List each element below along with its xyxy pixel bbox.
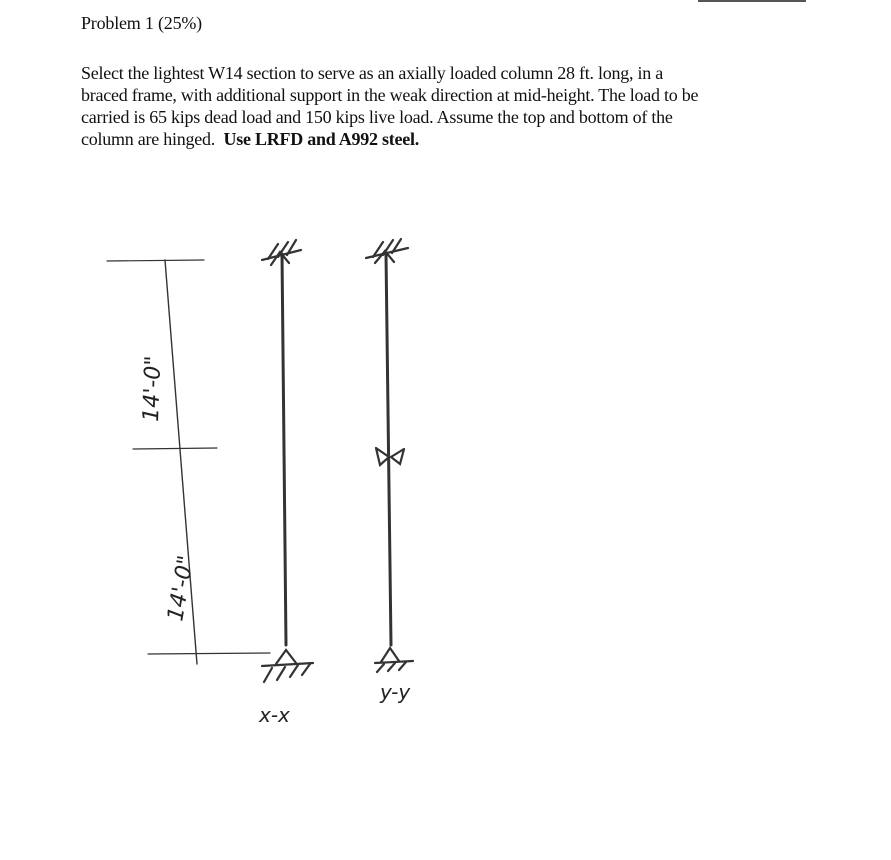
pin-support-bottom-icon [375,648,413,672]
problem-line-1: Select the lightest W14 section to serve as an axially loaded column 28 ft. long, in a [81,63,664,83]
column-y-y [366,239,413,672]
problem-line-3: carried is 65 kips dead load and 150 kips live load. Assume the top and bottom of the [81,107,673,127]
problem-line-4-bold: Use LRFD and A992 steel. [223,129,419,149]
problem-line-4-normal: column are hinged. [81,129,224,149]
column-x-x [262,240,313,682]
problem-title: Problem 1 (25%) [81,13,202,33]
axis-label-y-y: y-y [380,680,411,704]
problem-line-2: braced frame, with additional support in the weak direction at mid-height. The load to be [81,85,699,105]
dimension-label-upper: 14'-0" [139,355,167,423]
axis-label-x-x: x-x [259,703,290,727]
pin-support-bottom-icon [262,650,313,682]
dimension-label-lower: 14'-0" [163,553,200,624]
